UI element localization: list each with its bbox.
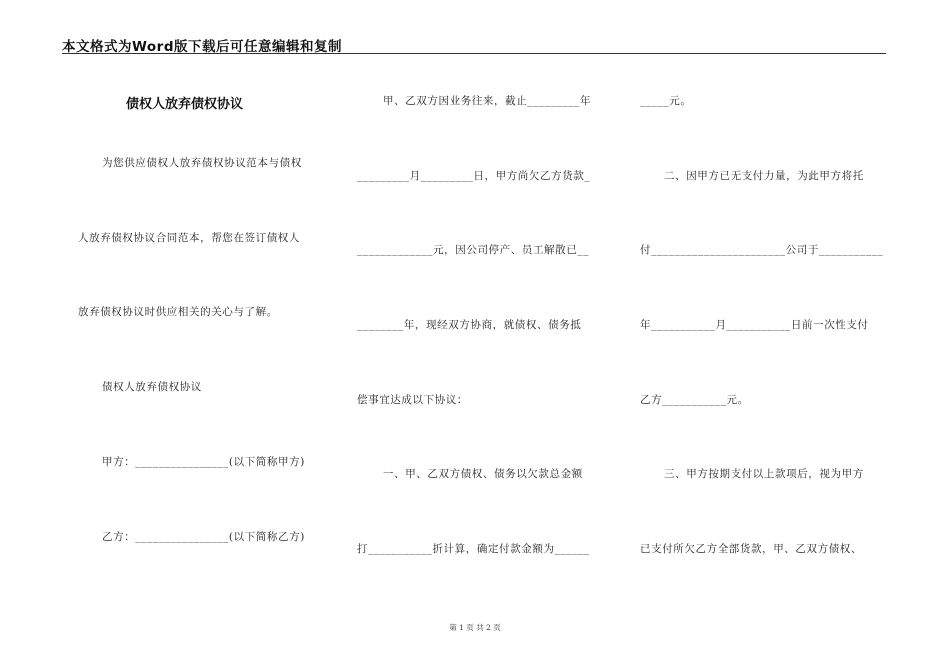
col2-line-3: _____________元，因公司停产、员工解散已__	[357, 244, 590, 256]
col2-line-7: 打___________折计算，确定付款金额为______	[357, 543, 590, 555]
col3-line-1: _____元。	[640, 95, 692, 107]
col2-line-2: _________月_________日，甲方尚欠乙方货款_	[357, 170, 591, 182]
col3-line-6: 三、甲方按期支付以上款项后，视为甲方	[664, 468, 864, 480]
header-rule	[62, 53, 886, 54]
document-title: 债权人放弃债权协议	[126, 97, 244, 112]
col1-line-3: 放弃债权协议时供应相关的关心与了解。	[78, 306, 278, 318]
col3-line-4: 年___________月___________日前一次性支付	[640, 319, 869, 331]
col3-line-7: 已支付所欠乙方全部货款，甲、乙双方债权、	[640, 543, 862, 555]
col2-line-5: 偿事宜达成以下协议：	[357, 394, 468, 406]
col2-line-6: 一、甲、乙双方债权、债务以欠款总金额	[383, 468, 583, 480]
col1-line-2: 人放弃债权协议合同范本，帮您在签订债权人	[78, 232, 300, 244]
col1-line-1: 为您供应债权人放弃债权协议范本与债权	[102, 157, 302, 169]
col3-line-5: 乙方___________元。	[640, 394, 749, 406]
col1-line-6: 乙方：________________(以下简称乙方)	[102, 531, 305, 543]
col3-line-2: 二、因甲方已无支付力量，为此甲方将托	[664, 170, 864, 182]
col1-line-5: 甲方：________________(以下简称甲方)	[102, 456, 305, 468]
page-number-footer: 第 1 页 共 2 页	[449, 623, 501, 632]
col1-line-4: 债权人放弃债权协议	[102, 381, 202, 393]
col2-line-1: 甲、乙双方因业务往来，截止_________年	[383, 95, 592, 107]
col2-line-4: ________年，现经双方协商，就债权、债务抵	[357, 319, 582, 331]
col3-line-3: 付_______________________公司于___________	[640, 244, 884, 256]
document-header: 本文格式为Word版下载后可任意编辑和复制	[62, 39, 343, 55]
